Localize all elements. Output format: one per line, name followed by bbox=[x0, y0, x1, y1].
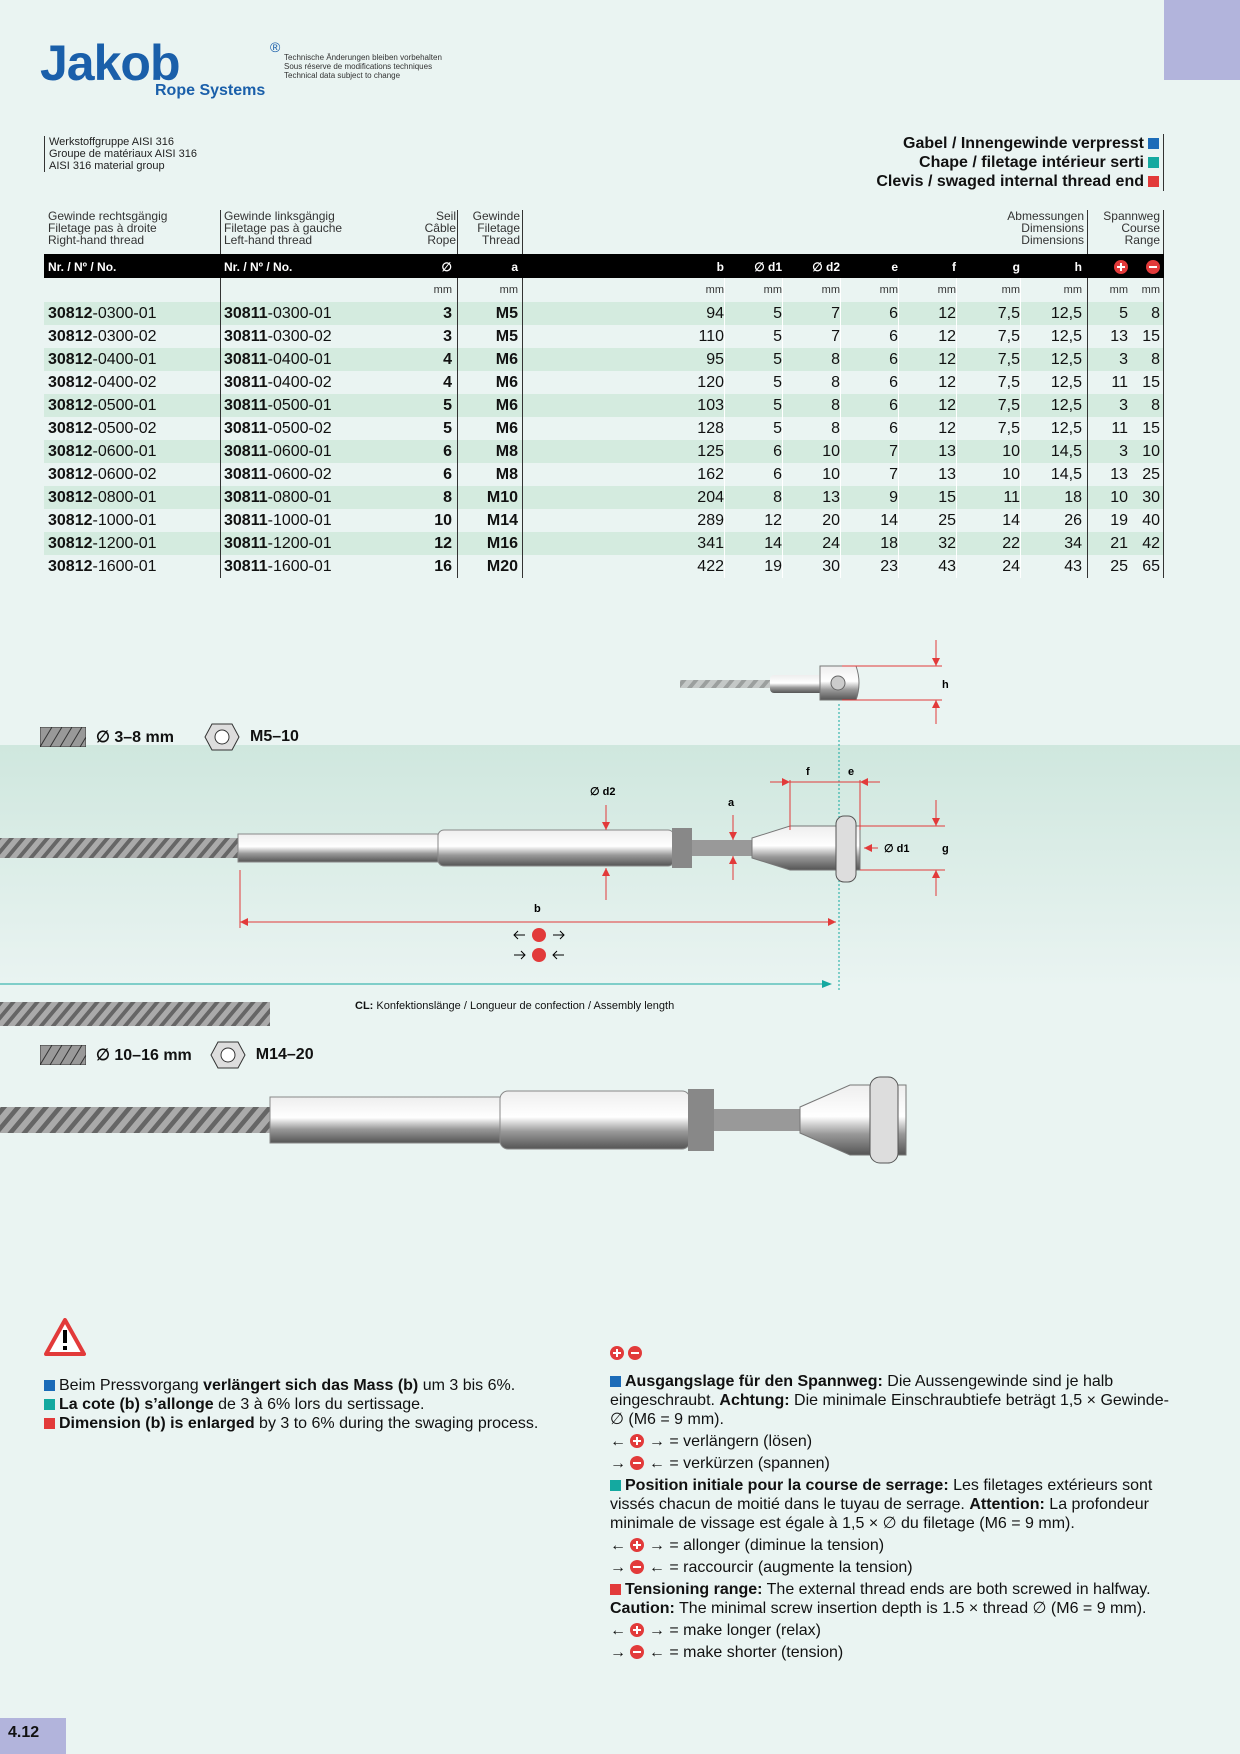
minus-icon bbox=[1128, 260, 1160, 275]
material-group bbox=[44, 136, 197, 172]
cell-e: 9 bbox=[889, 489, 898, 506]
large-assembly-drawing bbox=[0, 1075, 1240, 1195]
title-de: Gabel / Innengewinde verpresst bbox=[903, 135, 1144, 152]
table-column-headers bbox=[44, 206, 1164, 254]
cell-g: 7,5 bbox=[997, 328, 1020, 345]
cell-f: 12 bbox=[938, 328, 956, 345]
cell-thread: M6 bbox=[495, 420, 518, 437]
cell-d2: 10 bbox=[822, 443, 840, 460]
part-number-lh: 30811-0400-02 bbox=[224, 374, 332, 391]
cell-rope: 6 bbox=[443, 443, 452, 460]
cell-e: 6 bbox=[889, 374, 898, 391]
cell-d1: 6 bbox=[773, 443, 782, 460]
part-number-rh: 30812-1000-01 bbox=[48, 512, 157, 529]
cell-g: 7,5 bbox=[997, 397, 1020, 414]
cell-f: 15 bbox=[938, 489, 956, 506]
part-number-rh: 30812-0600-01 bbox=[48, 443, 157, 460]
part-number-rh: 30812-0500-01 bbox=[48, 397, 157, 414]
part-number-rh: 30812-0400-01 bbox=[48, 351, 157, 368]
cell-plus: 13 bbox=[1110, 466, 1128, 483]
table-divider bbox=[220, 278, 221, 578]
cell-h: 26 bbox=[1064, 512, 1082, 529]
cell-g: 10 bbox=[1002, 443, 1020, 460]
part-number-rh: 30812-1600-01 bbox=[48, 558, 157, 575]
plus-icon bbox=[1082, 260, 1128, 275]
cell-g: 24 bbox=[1002, 558, 1020, 575]
cell-f: 12 bbox=[938, 305, 956, 322]
cell-minus: 40 bbox=[1142, 512, 1160, 529]
cell-minus: 8 bbox=[1151, 305, 1160, 322]
cell-d2: 20 bbox=[822, 512, 840, 529]
title-en: Clevis / swaged internal thread end bbox=[876, 173, 1144, 190]
table-divider bbox=[782, 278, 783, 578]
cell-minus: 8 bbox=[1151, 351, 1160, 368]
cell-g: 10 bbox=[1002, 466, 1020, 483]
cell-d1: 5 bbox=[773, 374, 782, 391]
cell-e: 6 bbox=[889, 351, 898, 368]
cell-d2: 24 bbox=[822, 535, 840, 552]
cell-thread: M8 bbox=[495, 443, 518, 460]
part-number-lh: 30811-1000-01 bbox=[224, 512, 332, 529]
small-thread-range: M5–10 bbox=[249, 728, 299, 745]
bar-g: g bbox=[1012, 260, 1020, 274]
technical-drawing bbox=[0, 620, 1240, 1090]
cell-f: 12 bbox=[938, 420, 956, 437]
table-body bbox=[44, 302, 1164, 578]
header-lh-thread: Gewinde linksgängig Filetage pas à gauche Left-hand thread bbox=[224, 209, 343, 247]
part-number-rh: 30812-0600-02 bbox=[48, 466, 157, 483]
cell-b: 103 bbox=[697, 397, 724, 414]
cell-f: 25 bbox=[938, 512, 956, 529]
cell-rope: 10 bbox=[434, 512, 452, 529]
table-row bbox=[44, 348, 1164, 371]
clevis-top-view bbox=[680, 640, 949, 990]
cell-h: 18 bbox=[1064, 489, 1082, 506]
cell-rope: 12 bbox=[434, 535, 452, 552]
table-divider bbox=[1087, 278, 1088, 578]
nut-icon bbox=[210, 1040, 246, 1070]
part-number-lh: 30811-0800-01 bbox=[224, 489, 332, 506]
table-row bbox=[44, 394, 1164, 417]
cell-thread: M5 bbox=[495, 328, 518, 345]
table-divider bbox=[724, 278, 725, 578]
cell-h: 12,5 bbox=[1050, 397, 1082, 414]
table-row bbox=[44, 417, 1164, 440]
header-rh-thread: Gewinde rechtsgängig Filetage pas à droite Right-hand thread bbox=[48, 209, 168, 247]
cell-d1: 19 bbox=[764, 558, 782, 575]
cell-h: 12,5 bbox=[1050, 328, 1082, 345]
adjust-symbols bbox=[514, 928, 564, 962]
bar-nr-lh: Nr. / Nº / No. bbox=[224, 260, 293, 274]
part-number-lh: 30811-0600-02 bbox=[224, 466, 332, 483]
cell-b: 110 bbox=[698, 328, 724, 345]
cell-d2: 8 bbox=[831, 374, 840, 391]
cell-thread: M6 bbox=[495, 374, 518, 391]
table-divider bbox=[1020, 278, 1021, 578]
cell-minus: 10 bbox=[1142, 443, 1160, 460]
cell-g: 7,5 bbox=[997, 420, 1020, 437]
cell-minus: 15 bbox=[1142, 328, 1160, 345]
cell-rope: 16 bbox=[434, 558, 452, 575]
table-row bbox=[44, 532, 1164, 555]
cell-rope: 5 bbox=[443, 420, 452, 437]
label-g: g bbox=[942, 843, 949, 855]
cell-e: 6 bbox=[889, 305, 898, 322]
cell-minus: 8 bbox=[1151, 397, 1160, 414]
cell-thread: M5 bbox=[495, 305, 518, 322]
cell-g: 22 bbox=[1002, 535, 1020, 552]
part-number-lh: 30811-0600-01 bbox=[224, 443, 332, 460]
cell-d1: 5 bbox=[773, 351, 782, 368]
table-divider bbox=[1163, 278, 1164, 578]
label-h: h bbox=[942, 679, 949, 691]
cell-b: 162 bbox=[697, 466, 724, 483]
table-row bbox=[44, 509, 1164, 532]
cell-minus: 15 bbox=[1142, 420, 1160, 437]
warning-text: Beim Pressvorgang verlängert sich das Mass (b) um 3 bis 6%. La cote (b) s’allonge de 3 à 6% lors du sertissage. Dimension (b) is enlarged by 3 to 6% during the swaging process. bbox=[44, 1376, 538, 1433]
cell-e: 6 bbox=[889, 328, 898, 345]
cell-d1: 6 bbox=[773, 466, 782, 483]
cell-e: 7 bbox=[889, 443, 898, 460]
cell-f: 13 bbox=[938, 443, 956, 460]
cell-thread: M8 bbox=[495, 466, 518, 483]
part-number-lh: 30811-0300-01 bbox=[224, 305, 332, 322]
table-row bbox=[44, 463, 1164, 486]
table-row bbox=[44, 371, 1164, 394]
cell-g: 7,5 bbox=[997, 351, 1020, 368]
cell-h: 14,5 bbox=[1050, 466, 1082, 483]
rope-icon bbox=[40, 1045, 86, 1065]
cell-d1: 14 bbox=[764, 535, 782, 552]
table-divider bbox=[522, 278, 523, 578]
cell-b: 125 bbox=[697, 443, 724, 460]
cell-rope: 8 bbox=[443, 489, 452, 506]
cell-g: 7,5 bbox=[997, 374, 1020, 391]
cl-caption: CL: Konfektionslänge / Longueur de confection / Assembly length bbox=[355, 1000, 675, 1012]
part-number-lh: 30811-1600-01 bbox=[224, 558, 332, 575]
plus-minus-icons bbox=[610, 1345, 642, 1363]
product-table bbox=[44, 206, 1164, 578]
cell-d1: 5 bbox=[773, 397, 782, 414]
technical-notes bbox=[284, 53, 442, 80]
cell-b: 204 bbox=[697, 489, 724, 506]
label-b: b bbox=[534, 903, 541, 915]
page-number: 4.12 bbox=[0, 1718, 66, 1754]
cell-thread: M20 bbox=[486, 558, 518, 575]
cell-thread: M10 bbox=[486, 489, 518, 506]
cell-rope: 4 bbox=[443, 351, 452, 368]
cell-plus: 10 bbox=[1110, 489, 1128, 506]
cell-d2: 30 bbox=[822, 558, 840, 575]
cell-h: 12,5 bbox=[1050, 305, 1082, 322]
cell-d2: 8 bbox=[831, 397, 840, 414]
label-d1: ∅ d1 bbox=[884, 843, 910, 855]
cell-b: 341 bbox=[697, 535, 724, 552]
cell-plus: 3 bbox=[1119, 443, 1128, 460]
cell-f: 12 bbox=[938, 397, 956, 414]
cell-f: 32 bbox=[938, 535, 956, 552]
cell-e: 14 bbox=[880, 512, 898, 529]
table-divider bbox=[898, 278, 899, 578]
cell-e: 18 bbox=[880, 535, 898, 552]
cell-minus: 65 bbox=[1142, 558, 1160, 575]
header-thread: Gewinde Filetage Thread bbox=[472, 209, 520, 247]
clevis-assembly-large bbox=[0, 1002, 270, 1026]
cell-g: 11 bbox=[1003, 489, 1020, 506]
cell-b: 422 bbox=[697, 558, 724, 575]
cell-h: 43 bbox=[1064, 558, 1082, 575]
cell-e: 23 bbox=[880, 558, 898, 575]
note-en: Technical data subject to change bbox=[284, 71, 401, 80]
logo-registered: ® bbox=[270, 39, 281, 55]
part-number-rh: 30812-0500-02 bbox=[48, 420, 157, 437]
cell-e: 7 bbox=[889, 466, 898, 483]
label-d2: ∅ d2 bbox=[590, 786, 616, 798]
cell-plus: 19 bbox=[1110, 512, 1128, 529]
cell-rope: 5 bbox=[443, 397, 452, 414]
bar-a: a bbox=[511, 260, 518, 274]
cell-d2: 8 bbox=[831, 420, 840, 437]
small-rope-range: ∅ 3–8 mm bbox=[96, 729, 174, 746]
tensioning-notes: Ausgangslage für den Spannweg: Die Aussengewinde sind je halb eingeschraubt. Achtung: Die minimale Einschraubtiefe beträgt 1,5 × Gewinde-∅ (M6 = 9 mm). ← → = verlängern (lösen) → ← = verkürzen (spannen) Position initiale pour la course de serrage: Les filetages extérieurs sont vissés chacun de moitié dans le tuyau de serrage. Attention: La profondeur minimale de vissage est égale à 1,5 × ∅ du filetage (M6 = 9 mm). ← → = allonger (diminue la tension) → ← = raccourcir (augmente la tension) Tensioning range: The external thread ends are both screwed in halfway. Caution: The minimal screw insertion depth is 1.5 × thread ∅ (M6 = 9 mm). ← → = make longer (relax) → ← = make shorter (tension) bbox=[610, 1373, 1169, 1661]
bar-d1: ∅ d1 bbox=[754, 260, 782, 274]
cell-rope: 3 bbox=[443, 328, 452, 345]
table-row bbox=[44, 302, 1164, 325]
cell-f: 12 bbox=[938, 351, 956, 368]
label-e: e bbox=[848, 766, 855, 778]
title-fr: Chape / filetage intérieur serti bbox=[919, 154, 1144, 171]
cell-plus: 13 bbox=[1110, 328, 1128, 345]
cell-h: 12,5 bbox=[1050, 420, 1082, 437]
cell-plus: 3 bbox=[1119, 397, 1128, 414]
part-number-lh: 30811-1200-01 bbox=[224, 535, 332, 552]
material-en: AISI 316 material group bbox=[49, 160, 165, 172]
cell-g: 7,5 bbox=[997, 305, 1020, 322]
cell-d2: 8 bbox=[831, 351, 840, 368]
note-fr: Sous réserve de modifications techniques bbox=[284, 62, 433, 71]
cell-g: 14 bbox=[1002, 512, 1020, 529]
cell-h: 12,5 bbox=[1050, 351, 1082, 368]
part-number-lh: 30811-0500-02 bbox=[224, 420, 332, 437]
product-title bbox=[876, 134, 1164, 191]
cell-b: 94 bbox=[706, 305, 724, 322]
bar-b: b bbox=[716, 260, 724, 274]
label-a: a bbox=[728, 797, 735, 809]
bar-h: h bbox=[1074, 260, 1082, 274]
blue-square-icon bbox=[1148, 138, 1159, 149]
material-fr: Groupe de matériaux AISI 316 bbox=[49, 148, 197, 160]
part-number-rh: 30812-0300-01 bbox=[48, 305, 157, 322]
cell-minus: 42 bbox=[1142, 535, 1160, 552]
label-f: f bbox=[806, 766, 810, 778]
bar-e: e bbox=[891, 260, 898, 274]
bar-d2: ∅ d2 bbox=[812, 260, 840, 274]
note-de: Technische Änderungen bleiben vorbehalten bbox=[284, 53, 442, 62]
cell-rope: 6 bbox=[443, 466, 452, 483]
large-rope-range: ∅ 10–16 mm bbox=[96, 1047, 192, 1064]
cell-f: 13 bbox=[938, 466, 956, 483]
table-header-bar bbox=[44, 254, 1164, 278]
red-square-icon bbox=[1148, 176, 1159, 187]
cell-plus: 21 bbox=[1110, 535, 1128, 552]
teal-square-icon bbox=[1148, 157, 1159, 168]
cell-d1: 8 bbox=[773, 489, 782, 506]
cell-thread: M6 bbox=[495, 351, 518, 368]
cell-thread: M14 bbox=[486, 512, 518, 529]
cell-rope: 4 bbox=[443, 374, 452, 391]
cell-d2: 7 bbox=[831, 305, 840, 322]
cell-d1: 5 bbox=[773, 420, 782, 437]
cell-plus: 25 bbox=[1110, 558, 1128, 575]
part-number-rh: 30812-0300-02 bbox=[48, 328, 157, 345]
logo-text: Jakob bbox=[40, 38, 180, 91]
cell-thread: M6 bbox=[495, 397, 518, 414]
table-divider bbox=[956, 278, 957, 578]
logo-subtitle: Rope Systems bbox=[155, 82, 266, 99]
table-row bbox=[44, 486, 1164, 509]
cell-b: 120 bbox=[697, 374, 724, 391]
header-range: Spannweg Course Range bbox=[1103, 209, 1160, 247]
part-number-rh: 30812-1200-01 bbox=[48, 535, 157, 552]
cell-rope: 3 bbox=[443, 305, 452, 322]
cell-plus: 5 bbox=[1119, 305, 1128, 322]
part-number-lh: 30811-0500-01 bbox=[224, 397, 332, 414]
cell-b: 289 bbox=[697, 512, 724, 529]
cell-h: 14,5 bbox=[1050, 443, 1082, 460]
cell-thread: M16 bbox=[486, 535, 518, 552]
bar-dia: ∅ bbox=[441, 260, 452, 274]
large-size-label bbox=[40, 1040, 314, 1070]
cell-d1: 5 bbox=[773, 328, 782, 345]
cell-minus: 25 bbox=[1142, 466, 1160, 483]
cell-plus: 11 bbox=[1111, 420, 1128, 437]
warning-icon bbox=[44, 1318, 86, 1356]
table-row bbox=[44, 325, 1164, 348]
corner-tab bbox=[1164, 0, 1240, 80]
cell-h: 12,5 bbox=[1050, 374, 1082, 391]
table-row bbox=[44, 555, 1164, 578]
cell-minus: 15 bbox=[1142, 374, 1160, 391]
bar-f: f bbox=[952, 260, 956, 274]
table-divider bbox=[457, 278, 458, 578]
nut-icon bbox=[204, 722, 240, 752]
cell-d1: 12 bbox=[764, 512, 782, 529]
cell-b: 128 bbox=[697, 420, 724, 437]
cell-d2: 13 bbox=[822, 489, 840, 506]
cell-d1: 5 bbox=[773, 305, 782, 322]
cell-e: 6 bbox=[889, 397, 898, 414]
cell-f: 12 bbox=[938, 374, 956, 391]
clevis-assembly-small bbox=[0, 816, 860, 882]
cell-f: 43 bbox=[938, 558, 956, 575]
header-dimensions: Abmessungen Dimensions Dimensions bbox=[1007, 209, 1084, 247]
material-de: Werkstoffgruppe AISI 316 bbox=[49, 136, 174, 148]
rope-icon bbox=[40, 727, 86, 747]
cell-plus: 11 bbox=[1111, 374, 1128, 391]
part-number-lh: 30811-0400-01 bbox=[224, 351, 332, 368]
part-number-rh: 30812-0400-02 bbox=[48, 374, 157, 391]
cell-d2: 7 bbox=[831, 328, 840, 345]
cell-d2: 10 bbox=[822, 466, 840, 483]
part-number-rh: 30812-0800-01 bbox=[48, 489, 157, 506]
large-thread-range: M14–20 bbox=[255, 1046, 314, 1063]
small-size-label bbox=[40, 722, 299, 752]
table-divider bbox=[840, 278, 841, 578]
cell-plus: 3 bbox=[1119, 351, 1128, 368]
cell-b: 95 bbox=[706, 351, 724, 368]
cell-e: 6 bbox=[889, 420, 898, 437]
units-row: mm mm mm mm mm mm mm mm mm mm mm bbox=[433, 284, 1160, 296]
part-number-lh: 30811-0300-02 bbox=[224, 328, 332, 345]
bar-nr-rh: Nr. / Nº / No. bbox=[48, 260, 117, 274]
header-rope: Seil Câble Rope bbox=[424, 209, 456, 247]
cell-h: 34 bbox=[1064, 535, 1082, 552]
table-row bbox=[44, 440, 1164, 463]
cell-minus: 30 bbox=[1142, 489, 1160, 506]
